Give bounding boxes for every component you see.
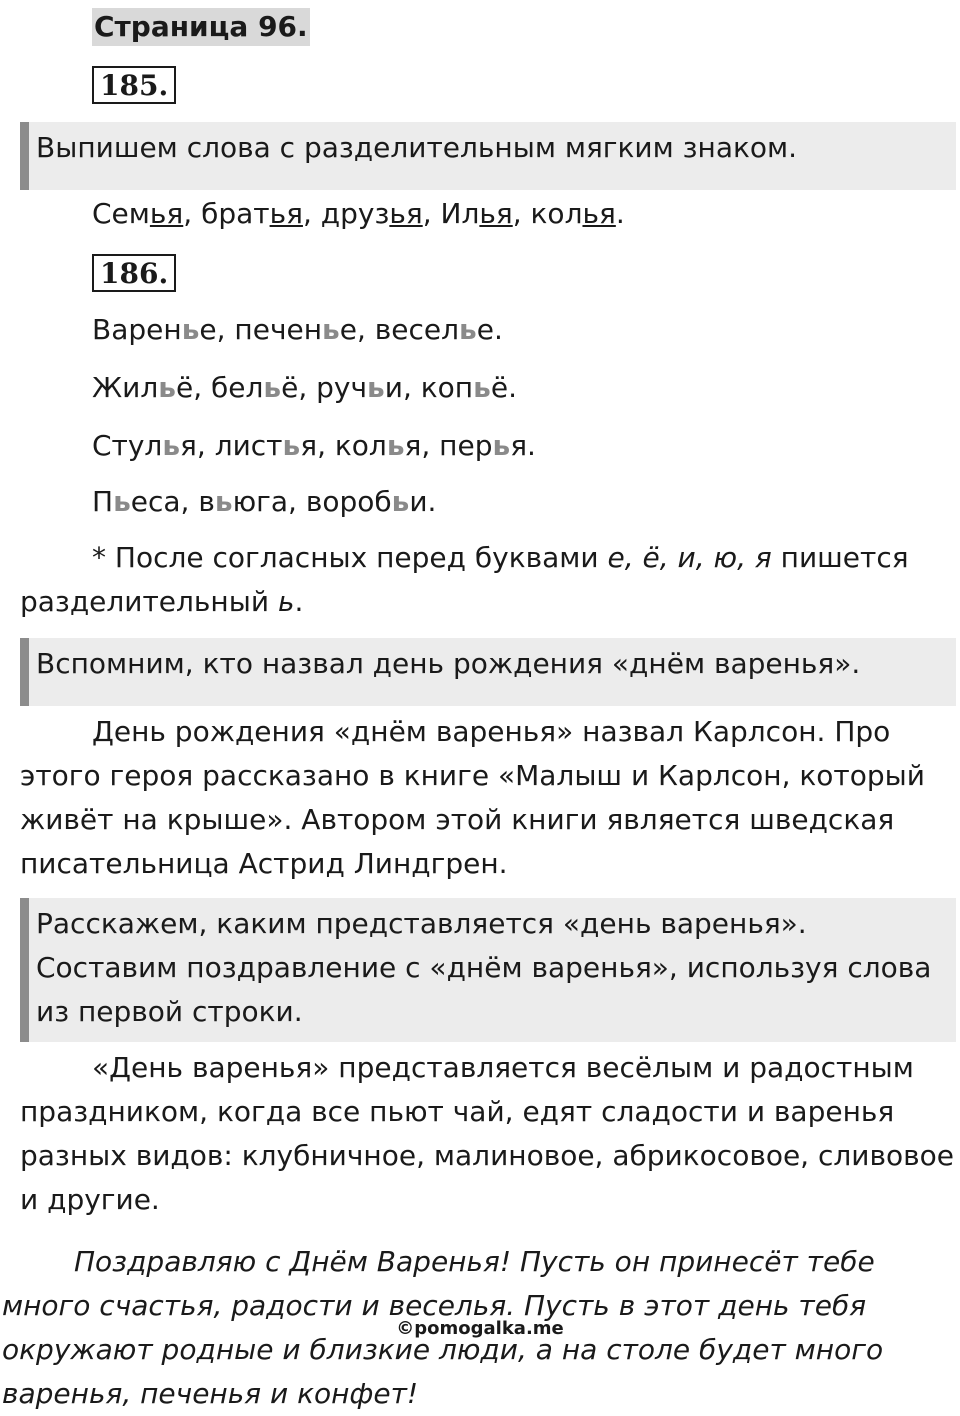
underlined-letters: ья bbox=[582, 197, 616, 230]
page-title: Страница 96. bbox=[92, 8, 310, 46]
answer-186-line-2: Жильё, бельё, ручьи, копьё. bbox=[92, 371, 517, 404]
task-185-text: Выпишем слова с разделительным мягким знаком. bbox=[36, 131, 798, 164]
rule-sign: ь bbox=[277, 585, 295, 618]
answer-186-line-3: Стулья, листья, колья, перья. bbox=[92, 429, 536, 462]
task-3-text: Расскажем, каким представляется «день варенья». Составим поздравление с «днём варенья», используя слова из первой строки. bbox=[36, 907, 932, 1028]
underlined-letters: ья bbox=[389, 197, 423, 230]
task-185 bbox=[20, 122, 956, 190]
underlined-letters: ья bbox=[269, 197, 303, 230]
exercise-number-185: 185. bbox=[92, 66, 176, 104]
underlined-letters: ья bbox=[149, 197, 184, 230]
answer-2-text: День рождения «днём варенья» назвал Карлсон. Про этого героя рассказано в книге «Малыш и Карлсон, который живёт на крыше». Автором этой книги является шведская писательница Астрид Линдгрен. bbox=[20, 715, 925, 880]
underlined-letters: ья bbox=[479, 197, 513, 230]
task-2 bbox=[20, 638, 956, 706]
answer-3-text: «День варенья» представляется весёлым и радостным праздником, когда все пьют чай, едят сладости и варенья разных видов: клубничное, малиновое, абрикосовое, сливовое и другие. bbox=[20, 1051, 954, 1216]
congratulation-body: Поздравляю с Днём Варенья! Пусть он принесёт тебе много счастья, радости и веселья. Пусть в этот день тебя окружают родные и близкие люди, а на столе будет много варенья, печенья и конфет! bbox=[2, 1245, 884, 1410]
exercise-number-186: 186. bbox=[92, 254, 176, 292]
answer-186-line-1: Варенье, печенье, веселье. bbox=[92, 313, 503, 346]
answer-185: Семья, братья, друзья, Илья, колья. bbox=[92, 197, 625, 230]
answer-2 bbox=[20, 710, 960, 886]
task-2-text: Вспомним, кто назвал день рождения «днём варенья». bbox=[36, 647, 861, 680]
rule-note: * После согласных перед буквами е, ё, и, ю, я пишется разделительный ь. bbox=[20, 541, 909, 618]
watermark: ©pomogalka.me bbox=[396, 1318, 564, 1339]
answer-3 bbox=[20, 1046, 960, 1222]
answer-186-line-4: Пьеса, вьюга, воробьи. bbox=[92, 485, 437, 518]
task-3 bbox=[20, 898, 956, 1042]
rule-letters: е, ё, и, ю, я bbox=[607, 541, 772, 574]
